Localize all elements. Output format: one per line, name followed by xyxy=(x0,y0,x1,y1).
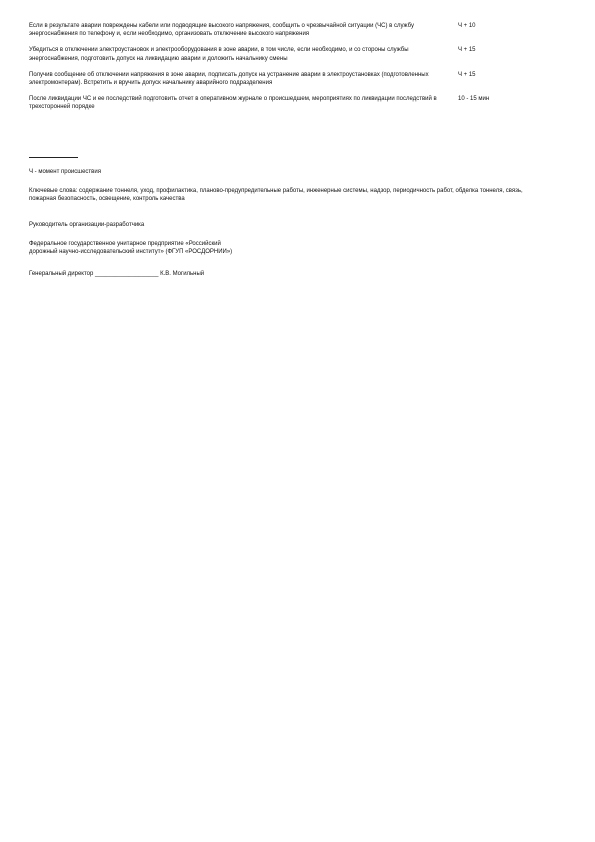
organization-name xyxy=(29,240,529,256)
procedure-table xyxy=(29,22,509,120)
step-description: Если в результате аварии повреждены кабели или подводящие высокого напряжения, сообщить о чрезвычайной ситуации (ЧС) в службу энергоснабжения по телефону и, если необходимо, организовать отключение высокого напряжения xyxy=(29,23,414,38)
organization-line: Федеральное государственное унитарное предприятие «Российский xyxy=(29,241,221,247)
step-time: Ч + 15 xyxy=(458,71,476,78)
footnote: Ч - момент происшествия xyxy=(29,169,101,175)
step-time: Ч + 15 xyxy=(458,47,476,54)
step-time: 10 - 15 мин xyxy=(458,96,490,103)
step-description: Получив сообщение об отключении напряжения в зоне аварии, подписать допуск на устранение аварии в электроустановках (подготовленных электромонтерам). Встретить и вручить допуск начальнику аварийного подразделения xyxy=(29,71,429,87)
director-name: К.В. Могильный xyxy=(160,271,205,277)
footnote-divider xyxy=(29,157,78,158)
step-description: Убедиться в отключении электроустановок и электрооборудования в зоне аварии, в том числе, если необходимо, и со стороны службы энергоснабжения, подготовить допуск на ликвидацию аварии и доложить начальнику смены xyxy=(29,47,409,62)
signature-line: ___________________ xyxy=(95,271,159,277)
step-time: Ч + 10 xyxy=(458,23,476,29)
developer-heading: Руководитель организации-разработчика xyxy=(29,222,145,228)
keywords-paragraph: Ключевые слова: содержание тоннеля, уход, профилактика, планово-предупредительные работы, инженерные системы, надзор, периодичность работ, обделка тоннеля, связь, пожарная безопасность, освещение, контроль качества xyxy=(29,188,523,203)
table-row xyxy=(29,71,509,87)
table-row xyxy=(29,95,509,111)
table-row xyxy=(29,22,509,38)
director-signature xyxy=(29,270,529,278)
table-row xyxy=(29,46,509,62)
step-description: После ликвидации ЧС и ее последствий подготовить отчет в оперативном журнале о происшедшем, мероприятиях по ликвидации последствий в трехсторонней порядке xyxy=(29,96,437,111)
director-position: Генеральный директор xyxy=(29,271,94,277)
organization-line: дорожный научно-исследовательский институт» (ФГУП «РОСДОРНИИ») xyxy=(29,249,233,256)
